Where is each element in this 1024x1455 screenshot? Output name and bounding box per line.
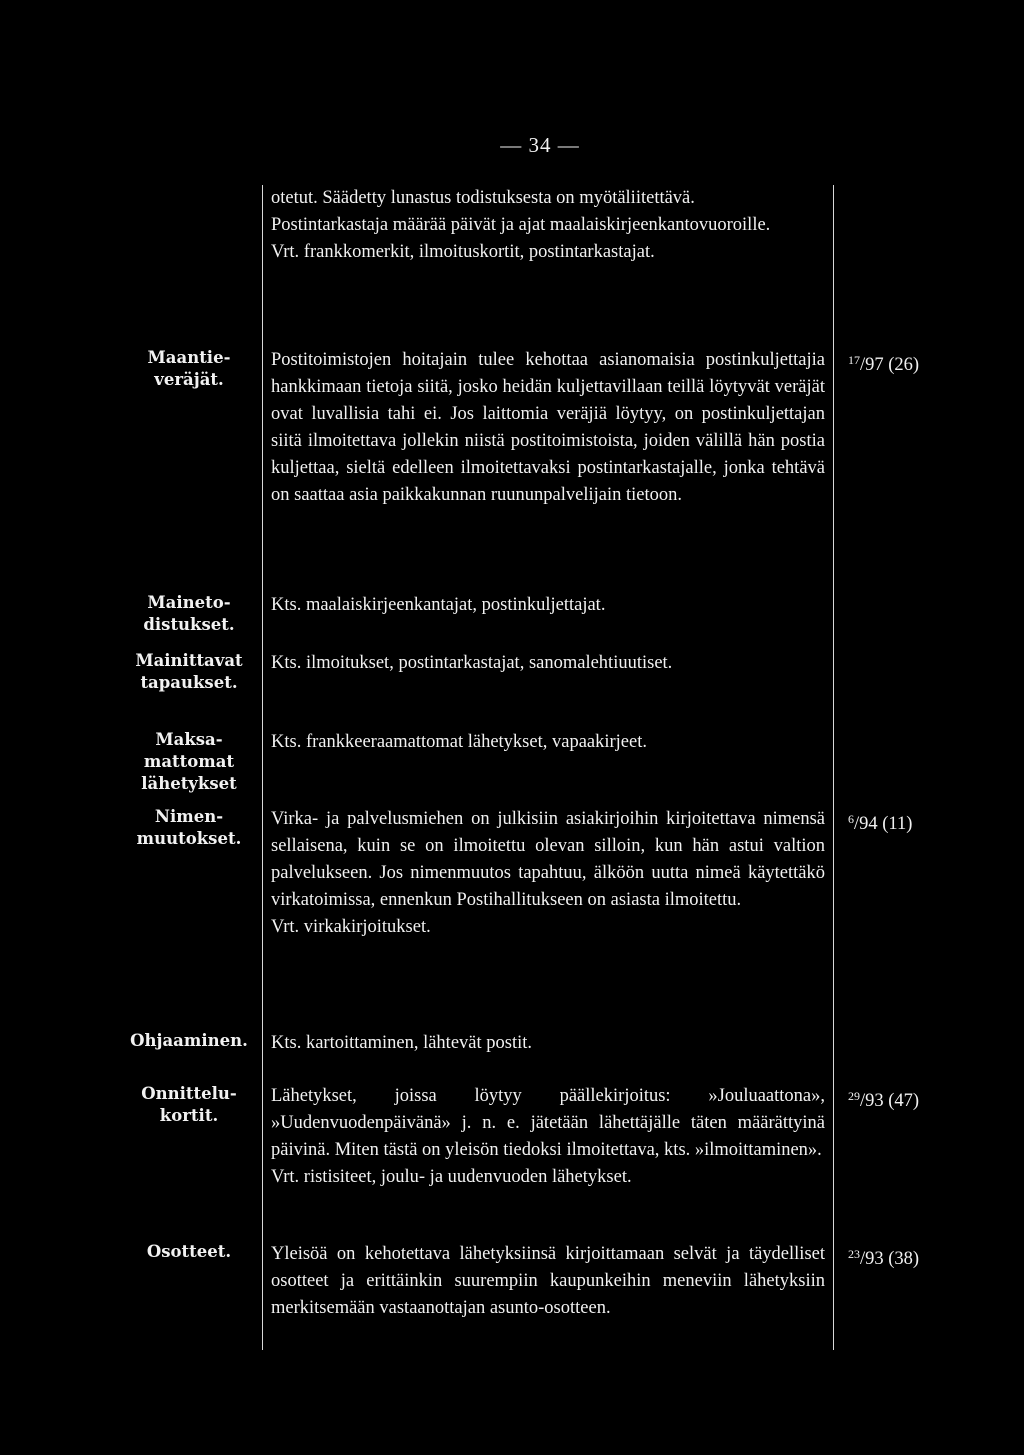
reference-text: /93 (38) (860, 1249, 920, 1269)
entry-body (271, 185, 825, 266)
entry-body (271, 1030, 825, 1057)
entry-reference (848, 1083, 968, 1115)
entry-paragraph: Vrt. virkakirjoitukset. (271, 917, 431, 937)
entry-body (271, 592, 825, 619)
entry-heading: Onnittelukortit. (141, 1084, 237, 1125)
entry-heading: Nimenmuutokset. (136, 807, 242, 848)
entry-heading: Maksamattomat lähetykset (141, 730, 237, 793)
reference-number: 6 (848, 812, 854, 826)
entry-paragraph: Vrt. ristisiteet, joulu- ja uudenvuoden lähetykset. (271, 1167, 632, 1187)
entry-reference (848, 806, 968, 838)
entry-body (271, 650, 825, 677)
page-number: — 34 — (500, 133, 580, 157)
entry-body (271, 729, 825, 756)
entry-paragraph: Postitoimistojen hoitajain tulee kehottaa asianomaisia postinkuljettajia hankkimaan tietoja siitä, josko heidän kuljettavillaan teillä löytyvät veräjät ovat luvallisia tahi ei. Jos laittomia veräjiä löytyy, on postinkuljettajan siitä ilmoitettava jollekin niistä postitoimistoista, joiden välillä hän postia kuljettaa, sieltä edelleen ilmoitettavaksi postintarkastajalle, jonka tehtävä on saattaa asia paikkakunnan ruununpalvelijain tietoon. (271, 350, 825, 505)
entry-heading: Mainittavat tapaukset. (135, 651, 243, 692)
entry-heading: Ohjaaminen. (130, 1031, 248, 1050)
entry-paragraph: Kts. ilmoitukset, postintarkastajat, sanomalehtiuutiset. (271, 653, 673, 673)
entry-reference (848, 1241, 968, 1273)
reference-number: 29 (848, 1089, 860, 1103)
entry-body (271, 1241, 825, 1322)
reference-number: 17 (848, 353, 860, 367)
entry-paragraph: Kts. maalaiskirjeenkantajat, postinkuljettajat. (271, 595, 606, 615)
entry-paragraph: Virka- ja palvelusmiehen on julkisiin asiakirjoihin kirjoitettava nimensä sellaisena, kuin se on ilmoitettu olevan silloin, kun hän astui valtion palvelukseen. Jos nimenmuutos tapahtuu, älköön uutta nimeä käytettäkö virkatoimissa, ennenkun Postihallitukseen on asiasta ilmoitettu. (271, 809, 825, 910)
entry-body (271, 806, 825, 941)
entry-body (271, 347, 825, 509)
entry-paragraph: Lähetykset, joissa löytyy päällekirjoitus: »Jouluaattona», »Uudenvuodenpäivänä» j. n. e. jätetään lähettäjälle täten määrättyinä päivinä. Miten tästä on yleisön tiedoksi ilmoitettava, kts. »ilmoittaminen». (271, 1086, 825, 1160)
entry-paragraph: Kts. frankkeeraamattomat lähetykset, vapaakirjeet. (271, 732, 647, 752)
entry-heading: Maantieveräjät. (147, 348, 231, 389)
entry-body (271, 1083, 825, 1191)
entry-paragraph: Yleisöä on kehotettava lähetyksiinsä kirjoittamaan selvät ja täydelliset osotteet ja erittäinkin suurempiin kaupunkeihin meneviin lähetyksiin merkitsemään vastaanottajan asunto-osotteen. (271, 1244, 825, 1318)
entry-paragraph: Postintarkastaja määrää päivät ja ajat maalaiskirjeenkantovuoroille. (271, 215, 771, 235)
entry-paragraph: Vrt. frankkomerkit, ilmoituskortit, postintarkastajat. (271, 242, 655, 262)
entry-paragraph: Kts. kartoittaminen, lähtevät postit. (271, 1033, 533, 1053)
reference-text: /97 (26) (860, 355, 920, 375)
reference-text: /94 (11) (854, 814, 913, 834)
entry-paragraph: otetut. Säädetty lunastus todistuksesta on myötäliitettävä. (271, 188, 695, 208)
entry-heading: Mainetodistukset. (143, 593, 235, 634)
entry-reference (848, 347, 968, 379)
reference-text: /93 (47) (860, 1091, 920, 1111)
right-column-rule (833, 185, 834, 1350)
left-column-rule (262, 185, 263, 1350)
reference-number: 23 (848, 1247, 860, 1261)
entry-heading: Osotteet. (146, 1242, 232, 1261)
